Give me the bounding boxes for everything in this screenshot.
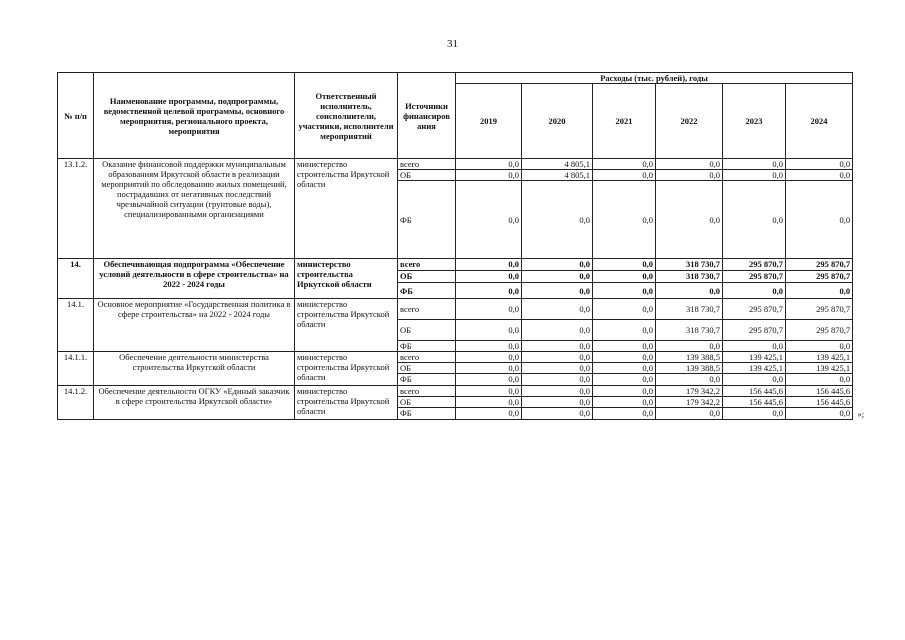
amount-cell: 0,0 bbox=[593, 259, 656, 271]
row-number: 13.1.2. bbox=[58, 159, 94, 259]
amount-cell: 318 730,7 bbox=[656, 271, 723, 283]
amount-cell: 0,0 bbox=[522, 259, 593, 271]
closing-quote-mark: »; bbox=[857, 409, 865, 419]
row-number: 14.1.1. bbox=[58, 352, 94, 386]
header-year: 2019 bbox=[456, 84, 522, 159]
amount-cell: 0,0 bbox=[522, 283, 593, 299]
amount-cell: 0,0 bbox=[593, 170, 656, 181]
amount-cell: 139 425,1 bbox=[786, 352, 853, 363]
table-row bbox=[58, 259, 853, 271]
header-year: 2020 bbox=[522, 84, 593, 159]
header-name: Наименование программы, подпрограммы, ведомственной целевой программы, основного мероприятия, регионального проекта, мероприятия bbox=[94, 73, 295, 159]
amount-cell: 295 870,7 bbox=[786, 271, 853, 283]
amount-cell: 139 388,5 bbox=[656, 363, 723, 374]
funding-source: ОБ bbox=[398, 320, 456, 341]
table-row bbox=[58, 299, 853, 320]
amount-cell: 0,0 bbox=[723, 283, 786, 299]
header-year: 2024 bbox=[786, 84, 853, 159]
amount-cell: 139 388,5 bbox=[656, 352, 723, 363]
amount-cell: 0,0 bbox=[656, 170, 723, 181]
amount-cell: 0,0 bbox=[593, 181, 656, 259]
amount-cell: 0,0 bbox=[522, 341, 593, 352]
funding-source: ОБ bbox=[398, 397, 456, 408]
amount-cell: 0,0 bbox=[456, 271, 522, 283]
amount-cell: 0,0 bbox=[723, 159, 786, 170]
amount-cell: 295 870,7 bbox=[786, 259, 853, 271]
amount-cell: 0,0 bbox=[456, 259, 522, 271]
amount-cell: 0,0 bbox=[522, 352, 593, 363]
amount-cell: 0,0 bbox=[456, 170, 522, 181]
funding-source: всего bbox=[398, 386, 456, 397]
amount-cell: 0,0 bbox=[522, 320, 593, 341]
amount-cell: 0,0 bbox=[723, 408, 786, 420]
funding-source: ФБ bbox=[398, 181, 456, 259]
amount-cell: 295 870,7 bbox=[786, 320, 853, 341]
funding-source: ОБ bbox=[398, 363, 456, 374]
amount-cell: 0,0 bbox=[656, 181, 723, 259]
expenses-table bbox=[57, 72, 865, 420]
amount-cell: 0,0 bbox=[593, 341, 656, 352]
amount-cell: 156 445,6 bbox=[723, 386, 786, 397]
header-executor: Ответственный исполнитель, соисполнители, участники, исполнители мероприятий bbox=[295, 73, 398, 159]
header-expenses: Расходы (тыс. рублей), годы bbox=[456, 73, 853, 84]
amount-cell: 0,0 bbox=[593, 397, 656, 408]
row-number: 14.1. bbox=[58, 299, 94, 352]
amount-cell: 4 805,1 bbox=[522, 159, 593, 170]
amount-cell: 0,0 bbox=[593, 320, 656, 341]
executor: министерство строительства Иркутской области bbox=[295, 299, 398, 352]
amount-cell: 0,0 bbox=[456, 386, 522, 397]
amount-cell: 318 730,7 bbox=[656, 299, 723, 320]
amount-cell bbox=[786, 408, 865, 420]
funding-source: ФБ bbox=[398, 408, 456, 420]
amount-cell: 0,0 bbox=[786, 283, 853, 299]
funding-source: всего bbox=[398, 159, 456, 170]
amount-cell: 0,0 bbox=[456, 374, 522, 386]
activity-name: Обеспечение деятельности ОГКУ «Единый заказчик в сфере строительства Иркутской области» bbox=[94, 386, 295, 420]
funding-source: всего bbox=[398, 352, 456, 363]
row-number: 14.1.2. bbox=[58, 386, 94, 420]
amount-cell: 179 342,2 bbox=[656, 386, 723, 397]
amount-cell: 0,0 bbox=[593, 363, 656, 374]
executor: министерство строительства Иркутской области bbox=[295, 159, 398, 259]
amount-cell: 295 870,7 bbox=[723, 271, 786, 283]
amount-cell: 0,0 bbox=[656, 374, 723, 386]
amount-cell: 0,0 bbox=[456, 283, 522, 299]
amount-cell: 295 870,7 bbox=[786, 299, 853, 320]
amount-cell: 0,0 bbox=[656, 283, 723, 299]
amount-cell: 0,0 bbox=[456, 352, 522, 363]
amount-cell: 0,0 bbox=[522, 363, 593, 374]
amount-cell: 156 445,6 bbox=[786, 397, 853, 408]
amount-cell: 0,0 bbox=[522, 397, 593, 408]
header-year: 2021 bbox=[593, 84, 656, 159]
amount-cell: 156 445,6 bbox=[723, 397, 786, 408]
funding-source: ОБ bbox=[398, 271, 456, 283]
amount-cell: 0,0 bbox=[593, 352, 656, 363]
header-num: № п/п bbox=[58, 73, 94, 159]
amount-cell: 0,0 bbox=[522, 271, 593, 283]
table-row bbox=[58, 386, 853, 397]
header-sources: Источники финансиров ания bbox=[398, 73, 456, 159]
amount-cell: 0,0 bbox=[456, 181, 522, 259]
amount-cell: 0,0 bbox=[456, 159, 522, 170]
amount-cell: 0,0 bbox=[786, 374, 853, 386]
amount-cell: 295 870,7 bbox=[723, 299, 786, 320]
activity-name: Оказание финансовой поддержки муниципальным образованиям Иркутской области в реализации мероприятий по обследованию жилых помещений, пострадавших от негативных последствий чрезвычайной ситуации (грунтовые воды), специализированными организациями bbox=[94, 159, 295, 259]
amount-cell: 139 425,1 bbox=[786, 363, 853, 374]
amount-cell: 318 730,7 bbox=[656, 320, 723, 341]
amount-cell: 0,0 bbox=[593, 408, 656, 420]
amount-cell: 0,0 bbox=[723, 170, 786, 181]
amount-cell: 156 445,6 bbox=[786, 386, 853, 397]
executor: министерство строительства Иркутской области bbox=[295, 352, 398, 386]
executor: министерство строительства Иркутской области bbox=[295, 259, 398, 299]
amount-cell: 295 870,7 bbox=[723, 259, 786, 271]
amount-cell: 0,0 bbox=[786, 159, 853, 170]
amount-value: 0,0 bbox=[839, 408, 851, 418]
amount-cell: 0,0 bbox=[723, 341, 786, 352]
amount-cell: 4 805,1 bbox=[522, 170, 593, 181]
amount-cell: 0,0 bbox=[456, 408, 522, 420]
amount-cell: 0,0 bbox=[456, 320, 522, 341]
executor: министерство строительства Иркутской области bbox=[295, 386, 398, 420]
amount-cell: 0,0 bbox=[656, 159, 723, 170]
amount-cell: 318 730,7 bbox=[656, 259, 723, 271]
activity-name: Обеспечивающая подпрограмма «Обеспечение условий деятельности в сфере строительства» на 2022 - 2024 годы bbox=[94, 259, 295, 299]
amount-cell: 0,0 bbox=[656, 408, 723, 420]
table-body bbox=[58, 159, 865, 420]
amount-cell: 0,0 bbox=[593, 283, 656, 299]
table-row bbox=[58, 159, 853, 170]
amount-cell: 0,0 bbox=[456, 299, 522, 320]
amount-cell: 0,0 bbox=[456, 397, 522, 408]
amount-cell: 0,0 bbox=[786, 170, 853, 181]
amount-cell: 0,0 bbox=[522, 386, 593, 397]
header-year: 2022 bbox=[656, 84, 723, 159]
amount-cell: 0,0 bbox=[593, 271, 656, 283]
table-row bbox=[58, 352, 853, 363]
funding-source: всего bbox=[398, 299, 456, 320]
amount-cell: 0,0 bbox=[456, 363, 522, 374]
row-number: 14. bbox=[58, 259, 94, 299]
activity-name: Обеспечение деятельности министерства строительства Иркутской области bbox=[94, 352, 295, 386]
amount-cell: 0,0 bbox=[593, 386, 656, 397]
amount-cell: 179 342,2 bbox=[656, 397, 723, 408]
amount-cell: 0,0 bbox=[522, 374, 593, 386]
amount-cell: 0,0 bbox=[723, 181, 786, 259]
header-year: 2023 bbox=[723, 84, 786, 159]
amount-cell: 0,0 bbox=[656, 341, 723, 352]
amount-cell: 0,0 bbox=[593, 299, 656, 320]
amount-cell: 295 870,7 bbox=[723, 320, 786, 341]
funding-source: ФБ bbox=[398, 341, 456, 352]
amount-cell: 139 425,1 bbox=[723, 352, 786, 363]
amount-cell: 0,0 bbox=[593, 159, 656, 170]
amount-cell: 0,0 bbox=[522, 181, 593, 259]
amount-cell: 0,0 bbox=[786, 181, 853, 259]
funding-source: всего bbox=[398, 259, 456, 271]
funding-source: ОБ bbox=[398, 170, 456, 181]
amount-cell: 0,0 bbox=[522, 408, 593, 420]
amount-cell: 0,0 bbox=[723, 374, 786, 386]
activity-name: Основное мероприятие «Государственная политика в сфере строительства» на 2022 - 2024 годы bbox=[94, 299, 295, 352]
amount-cell: 0,0 bbox=[593, 374, 656, 386]
amount-cell: 0,0 bbox=[786, 341, 853, 352]
amount-cell: 0,0 bbox=[522, 299, 593, 320]
page-number: 31 bbox=[447, 38, 458, 50]
funding-source: ФБ bbox=[398, 283, 456, 299]
amount-cell: 139 425,1 bbox=[723, 363, 786, 374]
amount-cell: 0,0 bbox=[456, 341, 522, 352]
funding-source: ФБ bbox=[398, 374, 456, 386]
